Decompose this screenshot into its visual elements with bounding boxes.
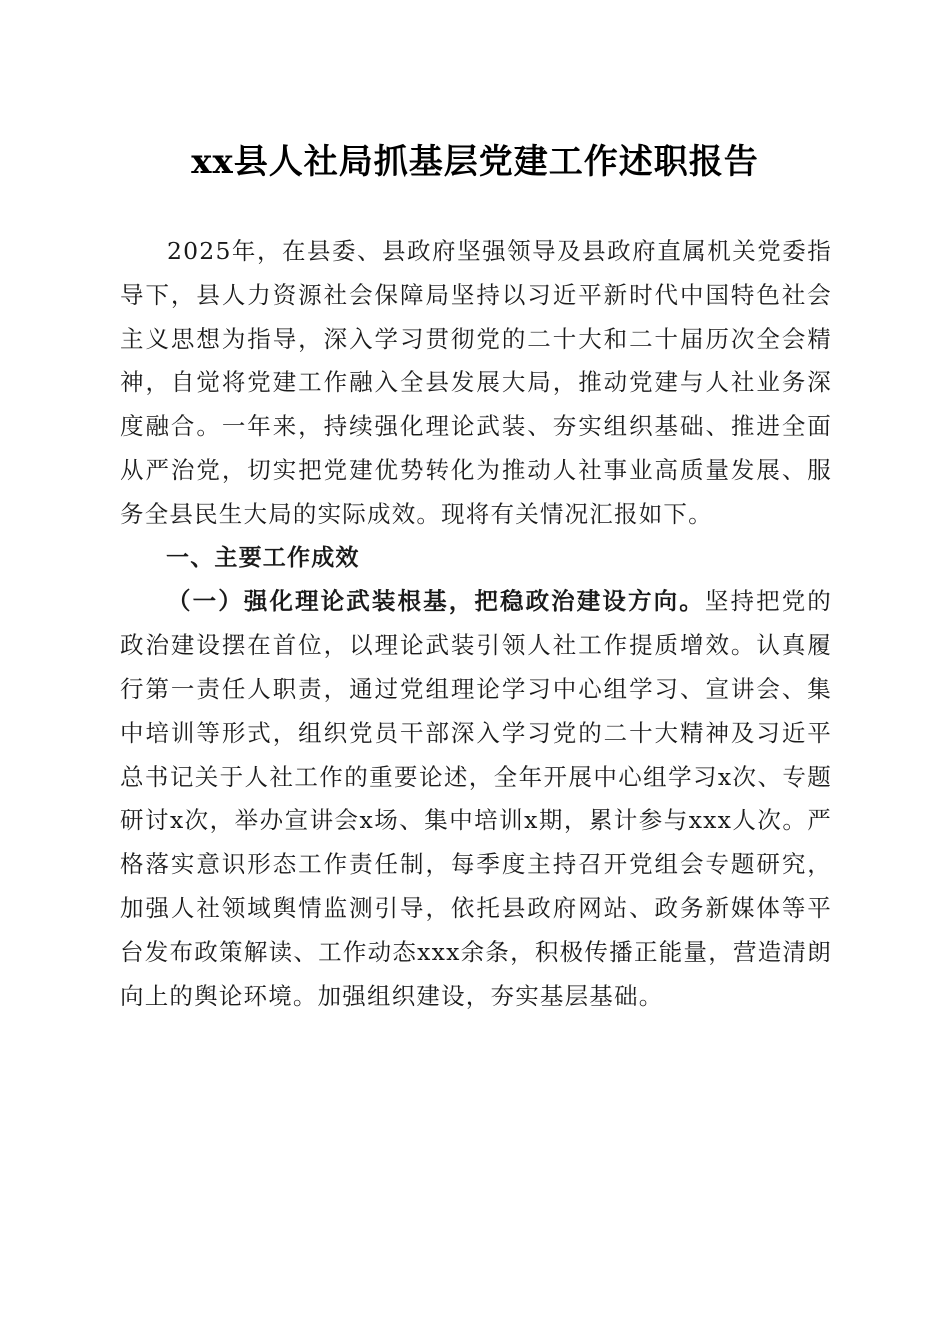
intro-paragraph: 2025年，在县委、县政府坚强领导及县政府直属机关党委指导下，县人力资源社会保障局坚持以习近平新时代中国特色社会主义思想为指导，深入学习贯彻党的二十大和二十届历次全会精神，自觉将党建工作融入全县发展大局，推动党建与人社业务深度融合。一年来，持续强化理论武装、夯实组织基础、推进全面从严治党，切实把党建优势转化为推动人社事业高质量发展、服务全县民生大局的实际成效。现将有关情况汇报如下。 bbox=[120, 237, 832, 528]
document-title: xx县人社局抓基层党建工作述职报告 bbox=[191, 142, 759, 182]
subsection-body: 坚持把党的政治建设摆在首位，以理论武装引领人社工作提质增效。认真履行第一责任人职责，通过党组理论学习中心组学习、宣讲会、集中培训等形式，组织党员干部深入学习党的二十大精神及习近平总书记关于人社工作的重要论述，全年开展中心组学习x次、专题研讨x次，举办宣讲会x场、集中培训x期，累计参与xxx人次。严格落实意识形态工作责任制，每季度主持召开党组会专题研究，加强人社领域舆情监测引导，依托县政府网站、政务新媒体等平台发布政策解读、工作动态xxx余条，积极传播正能量，营造清朗向上的舆论环境。加强组织建设，夯实基层基础。 bbox=[120, 587, 833, 1010]
subsection-lead: （一）强化理论武装根基，把稳政治建设方向。 bbox=[167, 587, 705, 616]
subsection-paragraph bbox=[120, 580, 832, 1018]
document-body bbox=[120, 230, 832, 1018]
section-heading: 一、主要工作成效 bbox=[166, 544, 360, 571]
